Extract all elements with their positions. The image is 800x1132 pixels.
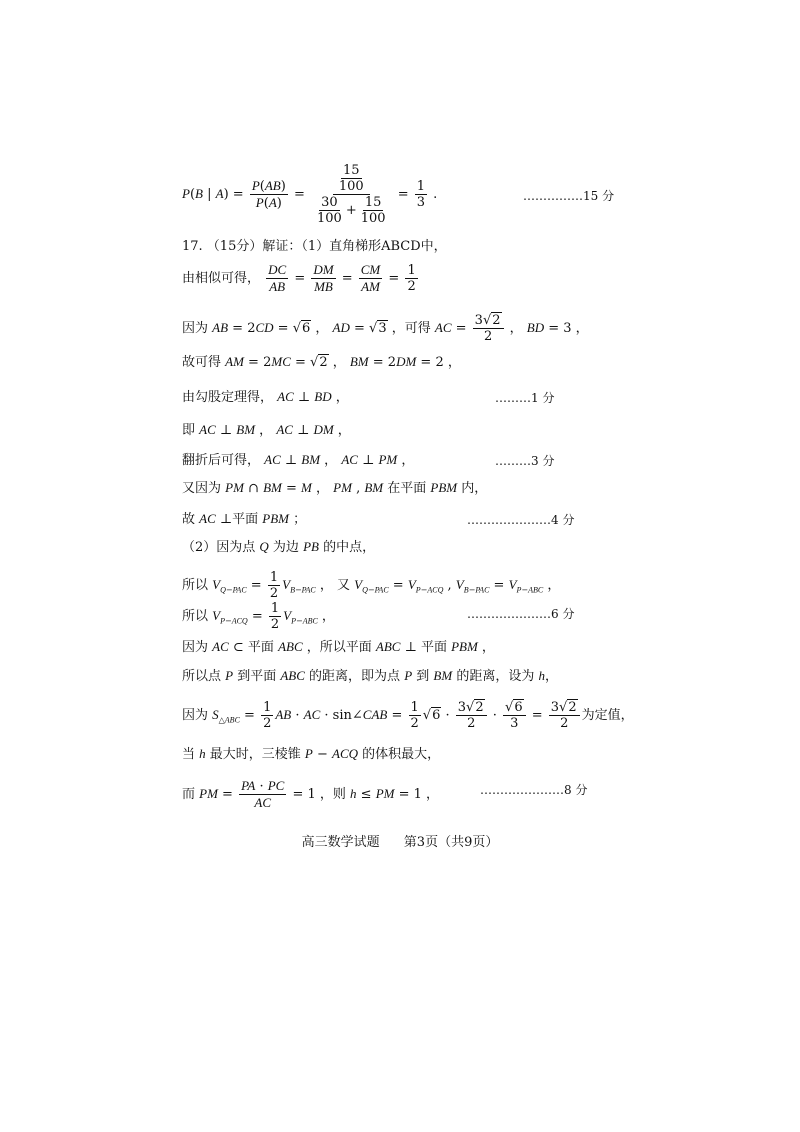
line-7: 即 AC ⊥ BM ， AC ⊥ DM ， bbox=[182, 422, 351, 438]
line-1: P(B | A) = $\frac{P(AB)}{P(A)}$ = $\frac{15}{100}$ $\frac{30}{100}$ + $\frac{15}{100}$ = $\frac{1}{3}$ . bbox=[182, 163, 438, 226]
score-1: ………1 分 bbox=[495, 391, 555, 405]
line-18: 而 PM = $\frac{PA \cdot PC}{AC}$ = 1 ，则 h ≤ PM = 1 ， bbox=[182, 778, 440, 810]
line-11: （2）因为点 Q 为边 PB 的中点， bbox=[182, 539, 376, 555]
line-13: 所以 $V_{P-ACQ}$ = $\frac{1}{2}$ $V_{P-ABC}$ ， bbox=[182, 601, 335, 632]
line-2: 17. （15分）解证：（1）直角梯形ABCD中， bbox=[182, 239, 447, 254]
page-footer bbox=[0, 831, 800, 850]
line-17: 当 h 最大时，三棱锥 P − ACQ 的体积最大， bbox=[182, 746, 441, 762]
score-6: …………………6 分 bbox=[467, 607, 575, 621]
line-12: 所以 $V_{Q-PAC}$ = $\frac{1}{2}$ $V_{B-PAC}$ ， 又 $V_{Q-PAC} = V_{P-ACQ}$ , $V_{B-PAC} = V_{P-ABC}$ ， bbox=[182, 570, 561, 601]
line-15: 所以点 P 到平面 ABC 的距离，即为点 P 到 BM 的距离，设为 h， bbox=[182, 668, 558, 684]
line-5: 故可得 AM = 2MC = √2 ， BM = 2DM = 2 ， bbox=[182, 354, 461, 370]
score-4: …………………4 分 bbox=[467, 513, 575, 527]
line-14: 因为 AC ⊂ 平面 ABC ，所以平面 ABC ⊥ 平面 PBM ， bbox=[182, 639, 495, 655]
footer-page-number: 第3页（共9页） bbox=[403, 835, 499, 850]
footer-title: 高三数学试题 bbox=[301, 835, 380, 850]
score-8: …………………8 分 bbox=[480, 783, 588, 797]
score-15: ……………15 分 bbox=[523, 189, 615, 203]
line-10: 故 AC ⊥平面 PBM ； bbox=[182, 511, 307, 527]
line-16: 因为 $S_{\triangle ABC}$ = $\frac{1}{2}$ AB · AC · sin∠CAB = $\frac{1}{2}$ √6 · $\frac{3√2}{2}$ · $\frac{√6}{3}$ = $\frac{3√2}{2}$ 为定值， bbox=[182, 700, 634, 731]
score-3: ………3 分 bbox=[495, 454, 555, 468]
line-9: 又因为 PM ∩ BM = M ， PM , BM 在平面 PBM 内， bbox=[182, 480, 488, 496]
line-4: 因为 AB = 2CD = √6 ， AD = √3 ，可得 AC = $\frac{3√2}{2}$ ， BD = 3 ， bbox=[182, 313, 589, 344]
line-6: 由勾股定理得， AC ⊥ BD ， bbox=[182, 389, 349, 405]
line-3: 由相似可得， $\frac{DC}{AB}$ = $\frac{DM}{MB}$ = $\frac{CM}{AM}$ = $\frac{1}{2}$ bbox=[182, 262, 416, 294]
line-8: 翻折后可得， AC ⊥ BM ， AC ⊥ PM ， bbox=[182, 452, 415, 468]
